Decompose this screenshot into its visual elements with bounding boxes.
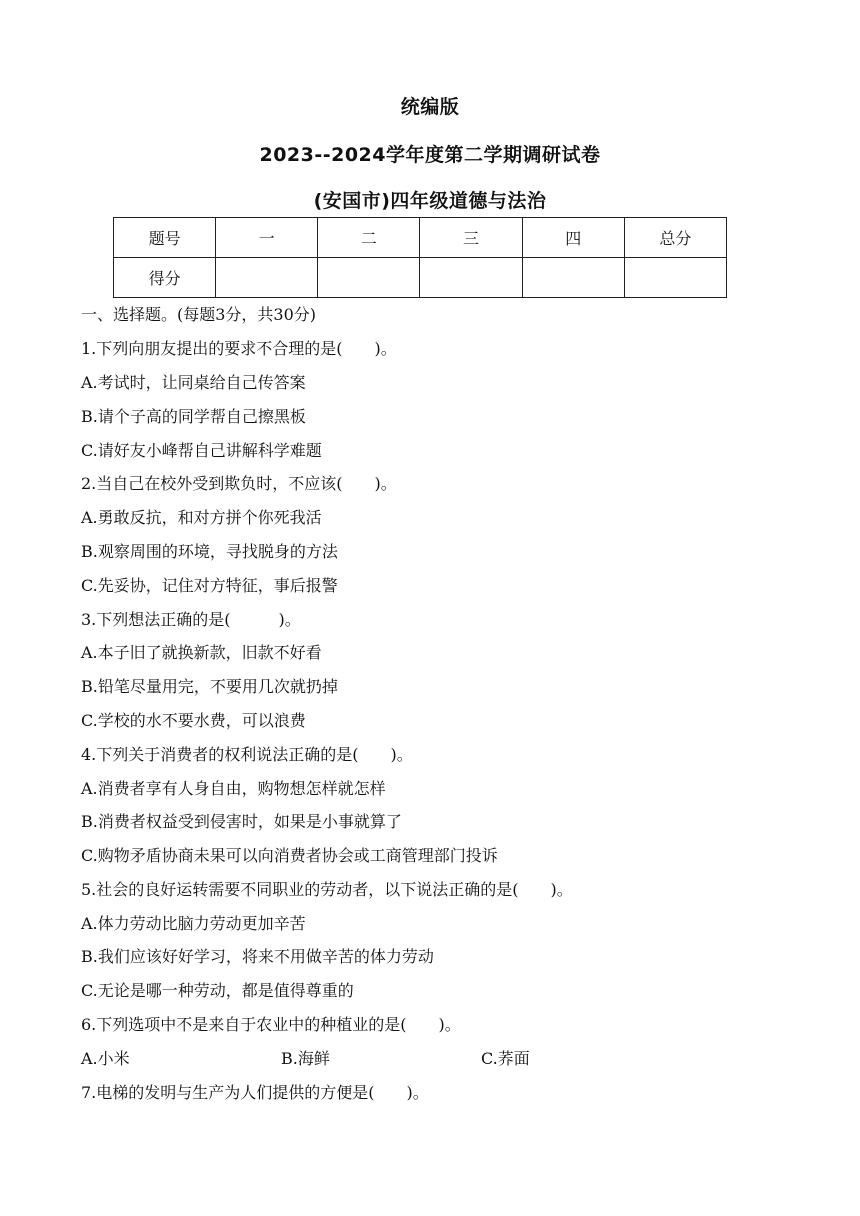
question-5: 5.社会的良好运转需要不同职业的劳动者，以下说法正确的是( )。 xyxy=(81,880,573,899)
question-1-option-c: C.请好友小峰帮自己讲解科学难题 xyxy=(81,441,322,460)
question-5-option-a: A.体力劳动比脑力劳动更加辛苦 xyxy=(81,914,306,933)
score-cell-4 xyxy=(522,258,624,298)
question-4: 4.下列关于消费者的权利说法正确的是( )。 xyxy=(81,745,413,764)
question-3-option-a: A.本子旧了就换新款，旧款不好看 xyxy=(81,643,322,662)
score-cell-2 xyxy=(318,258,420,298)
question-1-option-b: B.请个子高的同学帮自己擦黑板 xyxy=(81,407,306,426)
score-cell-3 xyxy=(420,258,522,298)
question-4-option-c: C.购物矛盾协商未果可以向消费者协会或工商管理部门投诉 xyxy=(81,846,498,865)
score-table-header-cell: 四 xyxy=(522,218,624,258)
question-2: 2.当自己在校外受到欺负时，不应该( )。 xyxy=(81,474,397,493)
question-1: 1.下列向朋友提出的要求不合理的是( )。 xyxy=(81,339,397,358)
question-2-option-c: C.先妥协，记住对方特征，事后报警 xyxy=(81,576,338,595)
score-cell-total xyxy=(624,258,726,298)
question-4-option-a: A.消费者享有人身自由，购物想怎样就怎样 xyxy=(81,779,386,798)
section-heading: 一、选择题。(每题3分，共30分) xyxy=(81,305,317,324)
question-6-option-c: C.荞面 xyxy=(481,1049,530,1068)
question-7: 7.电梯的发明与生产为人们提供的方便是( )。 xyxy=(81,1083,429,1102)
score-table xyxy=(113,217,727,298)
question-3: 3.下列想法正确的是( )。 xyxy=(81,610,301,629)
score-cell-1 xyxy=(216,258,318,298)
exam-subject-title: (安国市)四年级道德与法治 xyxy=(313,190,547,212)
score-table-header-cell: 二 xyxy=(318,218,420,258)
question-5-option-b: B.我们应该好好学习，将来不用做辛苦的体力劳动 xyxy=(81,947,434,966)
question-5-option-c: C.无论是哪一种劳动，都是值得尊重的 xyxy=(81,981,354,1000)
question-6: 6.下列选项中不是来自于农业中的种植业的是( )。 xyxy=(81,1015,461,1034)
question-6-option-b: B.海鲜 xyxy=(281,1049,330,1068)
question-1-option-a: A.考试时，让同桌给自己传答案 xyxy=(81,373,306,392)
question-4-option-b: B.消费者权益受到侵害时，如果是小事就算了 xyxy=(81,812,402,831)
score-row-label: 得分 xyxy=(114,258,216,298)
question-2-option-b: B.观察周围的环境，寻找脱身的方法 xyxy=(81,542,338,561)
score-table-score-row xyxy=(114,258,727,298)
score-table-header-cell: 题号 xyxy=(114,218,216,258)
score-table-header-cell: 三 xyxy=(420,218,522,258)
score-table-header-cell: 总分 xyxy=(624,218,726,258)
question-3-option-c: C.学校的水不要水费，可以浪费 xyxy=(81,711,306,730)
score-table-header-row xyxy=(114,218,727,258)
question-3-option-b: B.铅笔尽量用完，不要用几次就扔掉 xyxy=(81,677,338,696)
question-2-option-a: A.勇敢反抗，和对方拼个你死我活 xyxy=(81,508,322,527)
exam-edition-title: 统编版 xyxy=(400,96,460,118)
score-table-header-cell: 一 xyxy=(216,218,318,258)
question-6-option-a: A.小米 xyxy=(81,1049,130,1068)
exam-year-title: 2023--2024学年度第二学期调研试卷 xyxy=(259,144,601,166)
